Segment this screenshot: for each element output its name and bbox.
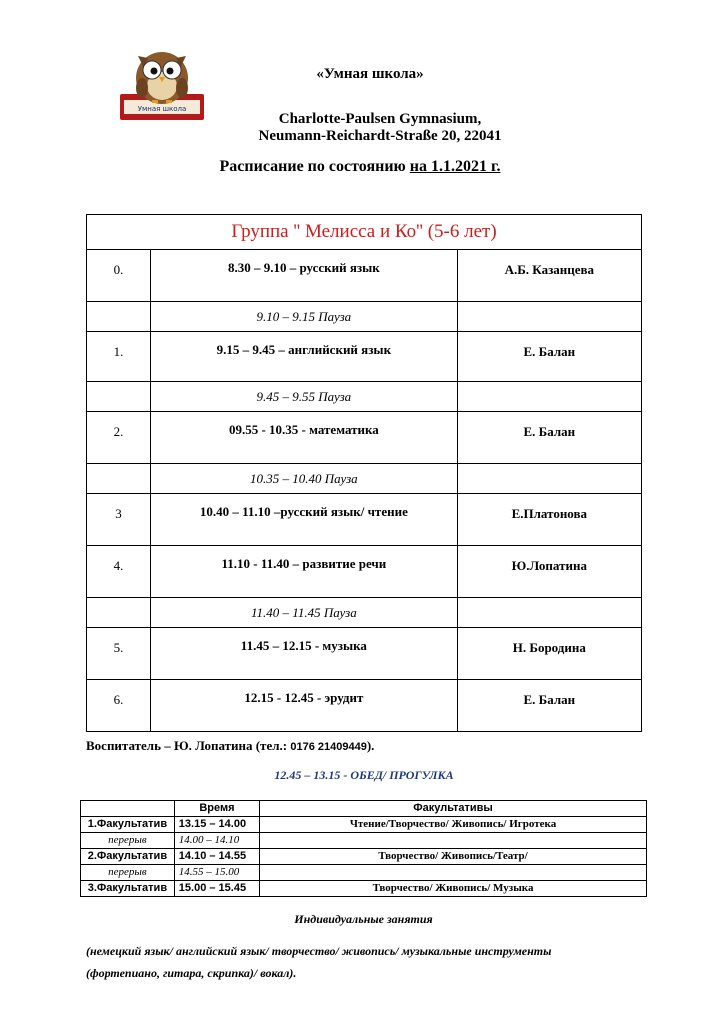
schedule-date: на 1.1.2021 г. bbox=[409, 158, 501, 175]
elective-row bbox=[81, 817, 647, 833]
electives-header-activities: Факультативы bbox=[260, 801, 647, 817]
lesson-number: 1. bbox=[87, 332, 151, 382]
pause-row bbox=[87, 598, 642, 628]
elective-break-row bbox=[81, 865, 647, 881]
lesson-time-subject: 12.15 - 12.45 - эрудит bbox=[151, 680, 458, 732]
lesson-time-subject: 09.55 - 10.35 - математика bbox=[151, 412, 458, 464]
lesson-number: 4. bbox=[87, 546, 151, 598]
pause-row bbox=[87, 302, 642, 332]
lesson-time-subject: 11.45 – 12.15 - музыка bbox=[151, 628, 458, 680]
logo-caption: Умная школа bbox=[137, 105, 187, 113]
elective-time: 14.10 – 14.55 bbox=[174, 849, 259, 865]
electives-header-time: Время bbox=[174, 801, 259, 817]
lesson-row bbox=[87, 412, 642, 464]
schedule-date-line bbox=[190, 158, 530, 176]
educator-line bbox=[86, 738, 374, 754]
pause-row bbox=[87, 382, 642, 412]
pause-text: 9.10 – 9.15 Пауза bbox=[151, 302, 458, 332]
owl-icon bbox=[118, 42, 206, 124]
schedule-prefix: Расписание по состоянию bbox=[219, 158, 410, 175]
lesson-teacher: А.Б. Казанцева bbox=[457, 250, 641, 302]
elective-break-row bbox=[81, 833, 647, 849]
lesson-time-subject: 8.30 – 9.10 – русский язык bbox=[151, 250, 458, 302]
pause-text: 9.45 – 9.55 Пауза bbox=[151, 382, 458, 412]
lesson-number: 6. bbox=[87, 680, 151, 732]
lesson-row bbox=[87, 680, 642, 732]
gymnasium-name: Charlotte-Paulsen Gymnasium, bbox=[278, 111, 482, 127]
elective-name: 2.Факультатив bbox=[81, 849, 175, 865]
lesson-number: 0. bbox=[87, 250, 151, 302]
elective-time: 14.55 – 15.00 bbox=[174, 865, 259, 881]
lesson-teacher: Н. Бородина bbox=[457, 628, 641, 680]
lunch-break-line: 12.45 – 13.15 - ОБЕД/ ПРОГУЛКА bbox=[274, 768, 454, 782]
pause-num-cell bbox=[87, 382, 151, 412]
pause-num-cell bbox=[87, 302, 151, 332]
lesson-row bbox=[87, 494, 642, 546]
individual-lessons-title: Индивидуальные занятия bbox=[294, 912, 433, 926]
lesson-time-subject: 11.10 - 11.40 – развитие речи bbox=[151, 546, 458, 598]
lesson-number: 3 bbox=[87, 494, 151, 546]
educator-label: Воспитатель – Ю. Лопатина (тел.: bbox=[86, 738, 291, 753]
pause-num-cell bbox=[87, 598, 151, 628]
educator-suffix: ). bbox=[366, 738, 375, 753]
lesson-schedule-table bbox=[86, 214, 642, 732]
elective-time: 14.00 – 14.10 bbox=[174, 833, 259, 849]
lesson-row bbox=[87, 628, 642, 680]
elective-time: 15.00 – 15.45 bbox=[174, 881, 259, 897]
lesson-row bbox=[87, 332, 642, 382]
lesson-number: 2. bbox=[87, 412, 151, 464]
elective-row bbox=[81, 881, 647, 897]
pause-row bbox=[87, 464, 642, 494]
owl-logo bbox=[118, 42, 206, 124]
individual-lessons-description bbox=[86, 940, 646, 984]
lesson-row bbox=[87, 250, 642, 302]
electives-header-blank bbox=[81, 801, 175, 817]
lesson-time-subject: 9.15 – 9.45 – английский язык bbox=[151, 332, 458, 382]
elective-activity: Творчество/ Живопись/ Музыка bbox=[260, 881, 647, 897]
pause-text: 11.40 – 11.45 Пауза bbox=[151, 598, 458, 628]
lesson-teacher: Е. Балан bbox=[457, 680, 641, 732]
educator-phone: 0176 21409449 bbox=[290, 741, 367, 753]
lesson-teacher: Е.Платонова bbox=[457, 494, 641, 546]
lesson-time-subject: 10.40 – 11.10 –русский язык/ чтение bbox=[151, 494, 458, 546]
pause-teacher-cell bbox=[457, 598, 641, 628]
lesson-teacher: Е. Балан bbox=[457, 332, 641, 382]
elective-name: 3.Факультатив bbox=[81, 881, 175, 897]
lesson-teacher: Ю.Лопатина bbox=[457, 546, 641, 598]
elective-name: перерыв bbox=[81, 865, 175, 881]
group-title: Группа '' Мелисса и Ко'' (5-6 лет) bbox=[87, 215, 642, 250]
elective-name: 1.Факультатив bbox=[81, 817, 175, 833]
individual-line-2: (фортепиано, гитара, скрипка)/ вокал). bbox=[86, 966, 297, 980]
electives-header-row bbox=[81, 801, 647, 817]
lesson-number: 5. bbox=[87, 628, 151, 680]
pause-teacher-cell bbox=[457, 464, 641, 494]
pause-teacher-cell bbox=[457, 302, 641, 332]
pause-teacher-cell bbox=[457, 382, 641, 412]
gymnasium-address: Neumann-Reichardt-Straße 20, 22041 bbox=[258, 128, 502, 144]
elective-activity bbox=[260, 865, 647, 881]
individual-line-1: (немецкий язык/ английский язык/ творчество/ живопись/ музыкальные инструменты bbox=[86, 944, 552, 958]
pause-num-cell bbox=[87, 464, 151, 494]
school-name: «Умная школа» bbox=[316, 66, 424, 82]
elective-row bbox=[81, 849, 647, 865]
lesson-teacher: Е. Балан bbox=[457, 412, 641, 464]
elective-activity: Творчество/ Живопись/Театр/ bbox=[260, 849, 647, 865]
elective-name: перерыв bbox=[81, 833, 175, 849]
elective-time: 13.15 – 14.00 bbox=[174, 817, 259, 833]
elective-activity: Чтение/Творчество/ Живопись/ Игротека bbox=[260, 817, 647, 833]
group-title-row bbox=[87, 215, 642, 250]
elective-activity bbox=[260, 833, 647, 849]
lesson-row bbox=[87, 546, 642, 598]
electives-table bbox=[80, 800, 647, 897]
pause-text: 10.35 – 10.40 Пауза bbox=[151, 464, 458, 494]
